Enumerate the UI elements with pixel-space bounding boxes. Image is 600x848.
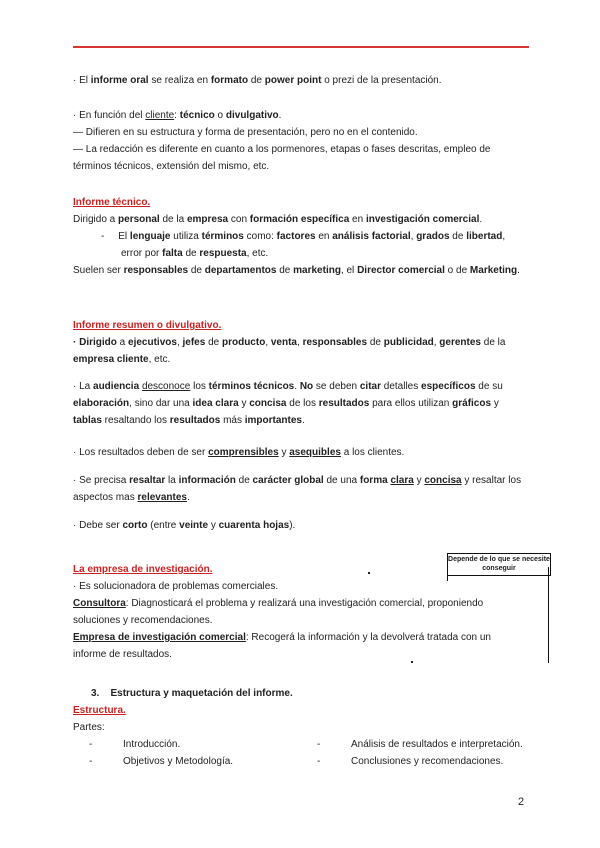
note-box: Depende de lo que se necesite conseguir bbox=[447, 553, 551, 576]
informe-tecnico-heading: Informe técnico. bbox=[73, 197, 151, 208]
list-item: - Análisis de resultados e interpretación. bbox=[317, 739, 523, 750]
intro-paragraph: · El informe oral se realiza en formato de power point o prezi de la presentación. bbox=[73, 75, 442, 86]
audiencia-paragraph: · La audiencia desconoce los términos técnicos. No se deben citar detalles específicos de su elaboración, sino dar una idea clara y concisa de los resultados para ellos utilizan gráficos y tablas resaltando los resultados más importantes. bbox=[73, 381, 503, 426]
informe-resumen-section: Informe resumen o divulgativo. · Dirigido a ejecutivos, jefes de producto, venta, responsables de publicidad, gerentes de la empresa cliente, etc. bbox=[73, 320, 506, 365]
header-rule bbox=[73, 46, 529, 48]
funcion-paragraph: · En función del cliente: técnico o divulgativo. — Difieren en su estructura y forma de presentación, pero no en el contenido. — La redacción es diferente en cuanto a los pormenores, etapas o fases descritas, empleo de términos técnicos, extensión del mismo, etc. bbox=[73, 110, 491, 172]
list-item: - Conclusiones y recomendaciones. bbox=[317, 756, 504, 767]
page-number: 2 bbox=[518, 796, 525, 808]
informe-tecnico-section: Informe técnico. Dirigido a personal de la empresa con formación específica en investigación comercial. - El lenguaje utiliza términos como: factores en análisis factorial, grados de libertad, error por falta de respuesta, etc. Suelen ser responsables de departamentos de marketing, el Director comercial o de Marketing. bbox=[73, 197, 520, 276]
comprensibles-paragraph: · Los resultados deben de ser comprensibles y asequibles a los clientes. bbox=[73, 447, 405, 458]
informe-resumen-heading: Informe resumen o divulgativo. bbox=[73, 320, 222, 331]
section-title: Estructura y maquetación del informe. bbox=[110, 688, 293, 699]
resaltar-paragraph: · Se precisa resaltar la información de carácter global de una forma clara y concisa y resaltar los aspectos mas relevantes. bbox=[73, 475, 522, 503]
corto-paragraph: · Debe ser corto (entre veinte y cuarenta hojas). bbox=[73, 520, 296, 531]
empresa-heading: La empresa de investigación. bbox=[73, 564, 213, 575]
stray-dot bbox=[368, 572, 370, 574]
partes-list bbox=[73, 736, 529, 770]
list-item: - Objetivos y Metodología. bbox=[89, 756, 234, 767]
bracket-line-left bbox=[447, 567, 448, 581]
estructura-section: 3. Estructura y maquetación del informe. Estructura. Partes: - Introducción. - Objetivos y Metodología. - Análisis de resultados e interpretación. - Conclusiones y recomendaciones. bbox=[73, 685, 529, 770]
empresa-section: La empresa de investigación. · Es solucionadora de problemas comerciales. Consultora: Diagnosticará el problema y realizará una investigación comercial, proponiendo soluciones y recomendaciones. Empresa de investigación comercial: Recogerá la información y la devolverá tratada con un informe de resultados. bbox=[73, 564, 491, 660]
bracket-line bbox=[548, 567, 549, 663]
estructura-heading: Estructura. bbox=[73, 705, 126, 716]
list-item: - Introducción. bbox=[89, 739, 181, 750]
stray-dot bbox=[411, 661, 413, 663]
